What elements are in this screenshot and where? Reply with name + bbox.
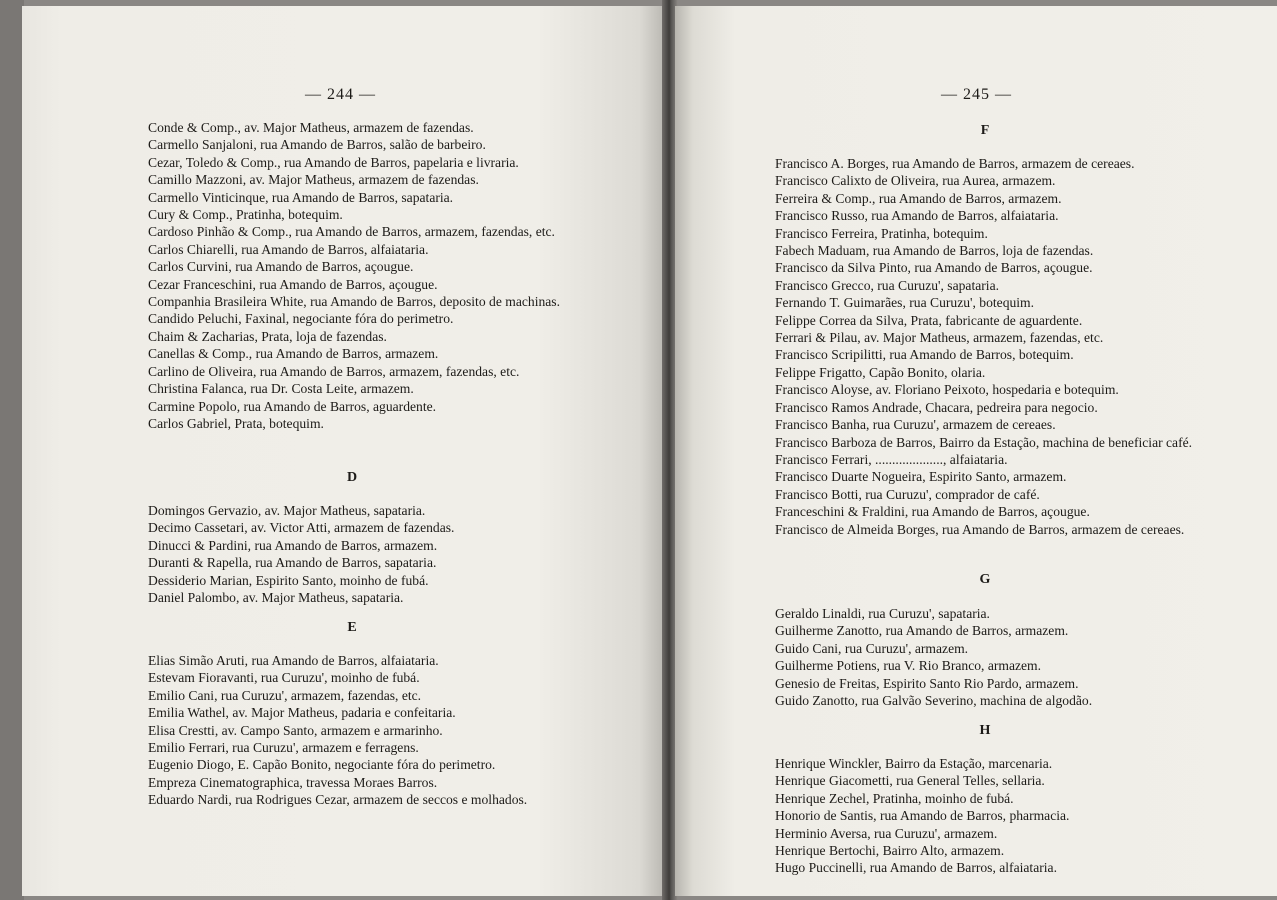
directory-entry: Daniel Palombo, av. Major Matheus, sapataria. <box>148 590 404 606</box>
directory-entry: Guido Cani, rua Curuzu', armazem. <box>775 640 969 656</box>
left-page <box>22 6 665 896</box>
directory-entry: Emilio Ferrari, rua Curuzu', armazem e ferragens. <box>148 740 419 756</box>
directory-entry: Duranti & Rapella, rua Amando de Barros, sapataria. <box>148 555 437 571</box>
section-e-list <box>148 652 608 809</box>
directory-entry: Franceschini & Fraldini, rua Amando de Barros, açougue. <box>775 504 1090 520</box>
directory-entry: Cury & Comp., Pratinha, botequim. <box>148 207 343 223</box>
directory-entry: Francisco Botti, rua Curuzu', comprador de café. <box>775 486 1040 502</box>
directory-entry: Carlino de Oliveira, rua Amando de Barros, armazem, fazendas, etc. <box>148 363 520 379</box>
directory-entry: Francisco A. Borges, rua Amando de Barros, armazem de cereaes. <box>775 156 1135 171</box>
directory-entry: Francisco Aloyse, av. Floriano Peixoto, hospedaria e botequim. <box>775 382 1119 398</box>
directory-entry: Henrique Giacometti, rua General Telles, sellaria. <box>775 773 1045 789</box>
directory-entry: Henrique Zechel, Pratinha, moinho de fubá. <box>775 790 1014 806</box>
directory-entry: Estevam Fioravanti, rua Curuzu', moinho de fubá. <box>148 670 420 686</box>
directory-entry: Francisco Ramos Andrade, Chacara, pedreira para negocio. <box>775 399 1098 415</box>
section-h-list <box>775 755 1215 877</box>
directory-entry: Francisco Russo, rua Amando de Barros, alfaiataria. <box>775 208 1059 224</box>
directory-entry: Decimo Cassetari, av. Victor Atti, armazem de fazendas. <box>148 520 455 536</box>
directory-entry: Christina Falanca, rua Dr. Costa Leite, armazem. <box>148 381 414 397</box>
directory-entry: Francisco Scripilitti, rua Amando de Barros, botequim. <box>775 347 1074 363</box>
directory-entry: Francisco Duarte Nogueira, Espirito Santo, armazem. <box>775 469 1067 485</box>
directory-entry: Cezar, Toledo & Comp., rua Amando de Barros, papelaria e livraria. <box>148 154 519 170</box>
directory-entry: Francisco Ferreira, Pratinha, botequim. <box>775 225 988 241</box>
directory-entry: Candido Peluchi, Faxinal, negociante fóra do perimetro. <box>148 311 454 327</box>
directory-entry: Canellas & Comp., rua Amando de Barros, armazem. <box>148 346 439 362</box>
directory-entry: Eduardo Nardi, rua Rodrigues Cezar, armazem de seccos e molhados. <box>148 792 528 808</box>
scan-edge <box>0 0 24 900</box>
directory-entry: Domingos Gervazio, av. Major Matheus, sapataria. <box>148 503 426 518</box>
directory-entry: Henrique Bertochi, Bairro Alto, armazem. <box>775 843 1005 859</box>
directory-entry: Companhia Brasileira White, rua Amando de Barros, deposito de machinas. <box>148 294 560 310</box>
section-letter-g: G <box>979 572 991 587</box>
directory-entry: Guilherme Zanotto, rua Amando de Barros, armazem. <box>775 623 1069 639</box>
directory-entry: Henrique Winckler, Bairro da Estação, marcenaria. <box>775 756 1053 771</box>
directory-entry: Hugo Puccinelli, rua Amando de Barros, alfaiataria. <box>775 860 1057 876</box>
directory-entry: Elisa Crestti, av. Campo Santo, armazem e armarinho. <box>148 722 443 738</box>
directory-entry: Carlos Chiarelli, rua Amando de Barros, alfaiataria. <box>148 241 429 257</box>
directory-entry: Dinucci & Pardini, rua Amando de Barros, armazem. <box>148 537 438 553</box>
directory-entry: Ferreira & Comp., rua Amando de Barros, armazem. <box>775 190 1062 206</box>
section-g-list <box>775 605 1215 709</box>
directory-entry: Guido Zanotto, rua Galvão Severino, machina de algodão. <box>775 693 1093 709</box>
section-d-list <box>148 502 584 606</box>
directory-entry: Emilia Wathel, av. Major Matheus, padaria e confeitaria. <box>148 705 456 721</box>
directory-entry: Emilio Cani, rua Curuzu', armazem, fazendas, etc. <box>148 687 422 703</box>
directory-entry: Felippe Correa da Silva, Prata, fabricante de aguardente. <box>775 312 1083 328</box>
directory-entry: Geraldo Linaldi, rua Curuzu', sapataria. <box>775 606 990 621</box>
directory-entry: Francisco da Silva Pinto, rua Amando de Barros, açougue. <box>775 260 1093 276</box>
directory-entry: Carmello Vinticinque, rua Amando de Barros, sapataria. <box>148 189 454 205</box>
directory-entry: Francisco Ferrari, ...................., alfaiataria. <box>775 451 1008 467</box>
directory-entry: Conde & Comp., av. Major Matheus, armazem de fazendas. <box>148 120 474 135</box>
section-letter-f: F <box>980 123 990 138</box>
directory-entry: Carmine Popolo, rua Amando de Barros, aguardente. <box>148 398 437 414</box>
section-letter-d: D <box>346 470 358 485</box>
directory-entry: Dessiderio Marian, Espirito Santo, moinho de fubá. <box>148 572 429 588</box>
directory-entry: Guilherme Potiens, rua V. Rio Branco, armazem. <box>775 658 1042 674</box>
directory-entry: Honorio de Santis, rua Amando de Barros, pharmacia. <box>775 808 1070 824</box>
page-number-245: — 245 — <box>941 86 1012 103</box>
directory-entry: Genesio de Freitas, Espirito Santo Rio Pardo, armazem. <box>775 675 1079 691</box>
directory-entry: Francisco Barboza de Barros, Bairro da Estação, machina de beneficiar café. <box>775 434 1193 450</box>
directory-entry: Eugenio Diogo, E. Capão Bonito, negociante fóra do perimetro. <box>148 757 496 773</box>
directory-entry: Francisco Grecco, rua Curuzu', sapataria. <box>775 277 1000 293</box>
directory-entry: Carlos Gabriel, Prata, botequim. <box>148 415 324 431</box>
page-number-244: — 244 — <box>305 86 376 103</box>
directory-entry: Francisco Calixto de Oliveira, rua Aurea, armazem. <box>775 173 1056 189</box>
right-page <box>675 6 1277 896</box>
directory-entry: Felippe Frigatto, Capão Bonito, olaria. <box>775 364 986 380</box>
directory-entry: Ferrari & Pilau, av. Major Matheus, armazem, fazendas, etc. <box>775 330 1104 346</box>
section-f-list <box>775 155 1215 538</box>
directory-entry: Fabech Maduam, rua Amando de Barros, loja de fazendas. <box>775 243 1094 259</box>
directory-entry: Chaim & Zacharias, Prata, loja de fazendas. <box>148 328 387 344</box>
directory-entry: Cezar Franceschini, rua Amando de Barros, açougue. <box>148 276 438 292</box>
section-letter-e: E <box>347 620 357 635</box>
directory-entry: Fernando T. Guimarães, rua Curuzu', botequim. <box>775 295 1035 311</box>
directory-entry: Francisco de Almeida Borges, rua Amando de Barros, armazem de cereaes. <box>775 521 1185 537</box>
directory-entry: Empreza Cinematographica, travessa Moraes Barros. <box>148 774 438 790</box>
directory-entry: Carlos Curvini, rua Amando de Barros, açougue. <box>148 259 414 275</box>
directory-entry: Francisco Banha, rua Curuzu', armazem de cereaes. <box>775 417 1056 433</box>
directory-entry: Cardoso Pinhão & Comp., rua Amando de Barros, armazem, fazendas, etc. <box>148 224 555 240</box>
directory-entry: Carmello Sanjaloni, rua Amando de Barros, salão de barbeiro. <box>148 137 486 153</box>
section-letter-h: H <box>979 723 991 738</box>
directory-entry: Camillo Mazzoni, av. Major Matheus, armazem de fazendas. <box>148 172 479 188</box>
directory-entry: Elias Simão Aruti, rua Amando de Barros, alfaiataria. <box>148 653 439 668</box>
section-c-list <box>148 119 584 432</box>
directory-entry: Herminio Aversa, rua Curuzu', armazem. <box>775 825 998 841</box>
